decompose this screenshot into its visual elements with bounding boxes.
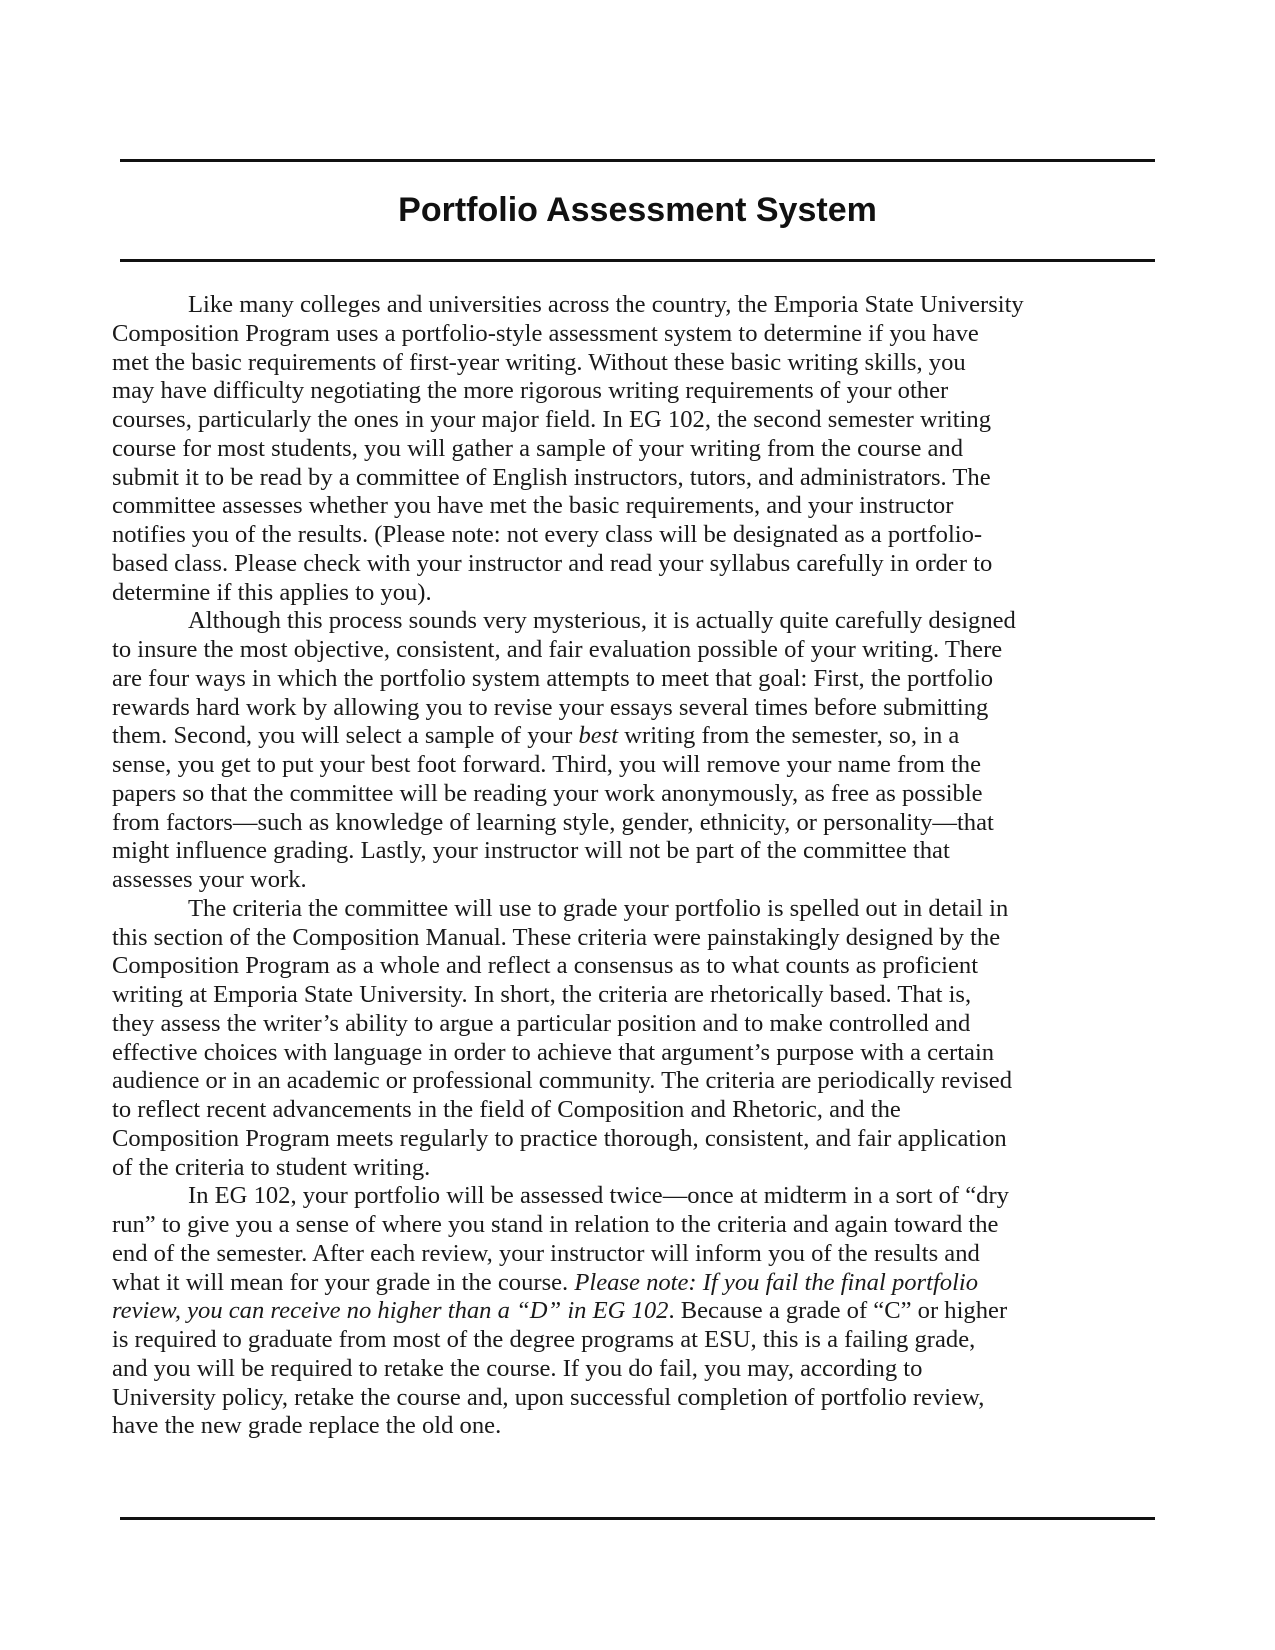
text-run: from factors—such as knowledge of learning style, gender, ethnicity, or personality—that	[112, 808, 994, 836]
text-run: may have difficulty negotiating the more rigorous writing requirements of your other	[112, 377, 949, 405]
text-run: Composition Program as a whole and reflect a consensus as to what counts as proficient	[112, 952, 979, 980]
text-line	[112, 665, 1172, 694]
text-run: assesses your work.	[112, 866, 307, 893]
text-run: run” to give you a sense of where you stand in relation to the criteria and again toward the	[112, 1211, 999, 1238]
text-run: In EG 102, your portfolio will be assessed twice—once at midterm in a sort of “dry	[188, 1182, 1009, 1210]
text-line	[112, 1154, 1172, 1183]
emphasized-text: Please note: If you fail the final portfolio	[574, 1268, 979, 1296]
text-line	[112, 1125, 1172, 1154]
text-run: Although this process sounds very mysterious, it is actually quite carefully designed	[188, 607, 1016, 635]
page-title: Portfolio Assessment System	[398, 191, 877, 229]
text-line	[112, 837, 1172, 866]
paragraph	[112, 1182, 1172, 1441]
text-run: what it will mean for your grade in the course.	[112, 1268, 575, 1296]
text-line	[112, 1412, 1172, 1441]
text-run: writing from the semester, so, in a	[618, 722, 960, 750]
text-line	[112, 291, 1172, 320]
text-line	[112, 1067, 1172, 1096]
emphasized-text: best	[578, 722, 619, 750]
text-run: are four ways in which the portfolio system attempts to meet that goal: First, the portfolio	[112, 664, 994, 692]
text-line	[112, 377, 1172, 406]
text-line	[112, 492, 1172, 521]
text-line	[112, 607, 1172, 636]
text-line	[112, 1010, 1172, 1039]
text-line	[112, 1355, 1172, 1384]
text-line	[112, 1269, 1172, 1298]
text-run: to reflect recent advancements in the field of Composition and Rhetoric, and the	[112, 1096, 901, 1123]
text-run: and you will be required to retake the course. If you do fail, you may, according to	[112, 1354, 923, 1382]
text-line	[112, 751, 1172, 780]
text-run: have the new grade replace the old one.	[112, 1412, 502, 1440]
text-line	[112, 550, 1172, 579]
text-run: committee assesses whether you have met the basic requirements, and your instructor	[112, 492, 954, 520]
text-run: course for most students, you will gather a sample of your writing from the course and	[112, 434, 964, 462]
text-run: Composition Program uses a portfolio-style assessment system to determine if you have	[112, 319, 979, 347]
text-line	[112, 1326, 1172, 1355]
text-run: The criteria the committee will use to grade your portfolio is spelled out in detail in	[188, 894, 1009, 922]
paragraph	[112, 291, 1172, 607]
text-run: rewards hard work by allowing you to revise your essays several times before submitting	[112, 693, 989, 721]
text-line	[112, 952, 1172, 981]
text-run: of the criteria to student writing.	[112, 1153, 431, 1181]
text-line	[112, 981, 1172, 1010]
text-run: submit it to be read by a committee of English instructors, tutors, and administrators. The	[112, 463, 991, 491]
text-line	[112, 435, 1172, 464]
text-run: this section of the Composition Manual. These criteria were painstakingly designed by the	[112, 923, 1001, 951]
text-line	[112, 1297, 1172, 1326]
emphasized-text: review, you can receive no higher than a “D” in EG 102	[112, 1297, 669, 1325]
text-line	[112, 1240, 1172, 1269]
text-run: determine if this applies to you).	[112, 578, 432, 606]
text-line	[112, 895, 1172, 924]
title-divider	[120, 259, 1155, 262]
text-run: is required to graduate from most of the degree programs at ESU, this is a failing grade,	[112, 1326, 976, 1353]
text-line	[112, 1096, 1172, 1125]
text-run: based class. Please check with your instructor and read your syllabus carefully in order to	[112, 549, 993, 577]
text-run: sense, you get to put your best foot forward. Third, you will remove your name from the	[112, 751, 982, 778]
text-run: . Because a grade of “C” or higher	[668, 1297, 1008, 1325]
text-line	[112, 579, 1172, 608]
text-run: them. Second, you will select a sample of your	[112, 722, 579, 750]
text-line	[112, 349, 1172, 378]
text-run: effective choices with language in order to achieve that argument’s purpose with a certain	[112, 1038, 995, 1066]
text-line	[112, 406, 1172, 435]
text-run: courses, particularly the ones in your major field. In EG 102, the second semester writing	[112, 406, 991, 433]
text-run: University policy, retake the course and, upon successful completion of portfolio review,	[112, 1383, 985, 1411]
text-run: notifies you of the results. (Please note: not every class will be designated as a portfolio-	[112, 521, 983, 548]
text-run: to insure the most objective, consistent, and fair evaluation possible of your writing. There	[112, 636, 1003, 663]
text-run: might influence grading. Lastly, your instructor will not be part of the committee that	[112, 837, 950, 865]
text-line	[112, 320, 1172, 349]
text-line	[112, 1211, 1172, 1240]
text-run: Composition Program meets regularly to practice thorough, consistent, and fair application	[112, 1124, 1007, 1152]
text-run: met the basic requirements of first-year writing. Without these basic writing skills, you	[112, 348, 966, 376]
text-line	[112, 1384, 1172, 1413]
bottom-divider	[120, 1517, 1155, 1520]
text-run: papers so that the committee will be reading your work anonymously, as free as possible	[112, 779, 983, 807]
text-line	[112, 780, 1172, 809]
text-line	[112, 694, 1172, 723]
text-line	[112, 924, 1172, 953]
text-run: end of the semester. After each review, your instructor will inform you of the results and	[112, 1239, 980, 1267]
text-line	[112, 464, 1172, 493]
text-run: they assess the writer’s ability to argue a particular position and to make controlled and	[112, 1009, 971, 1037]
text-run: writing at Emporia State University. In short, the criteria are rhetorically based. That is,	[112, 981, 972, 1008]
paragraph	[112, 607, 1172, 895]
text-run: Like many colleges and universities across the country, the Emporia State University	[188, 291, 1024, 318]
text-line	[112, 809, 1172, 838]
text-line	[112, 1182, 1172, 1211]
text-line	[112, 521, 1172, 550]
text-line	[112, 722, 1172, 751]
text-run: audience or in an academic or professional community. The criteria are periodically revised	[112, 1067, 1013, 1095]
top-divider	[120, 159, 1155, 162]
text-line	[112, 636, 1172, 665]
paragraph	[112, 895, 1172, 1183]
text-line	[112, 1039, 1172, 1068]
document-body	[112, 291, 1172, 1441]
text-line	[112, 866, 1172, 895]
